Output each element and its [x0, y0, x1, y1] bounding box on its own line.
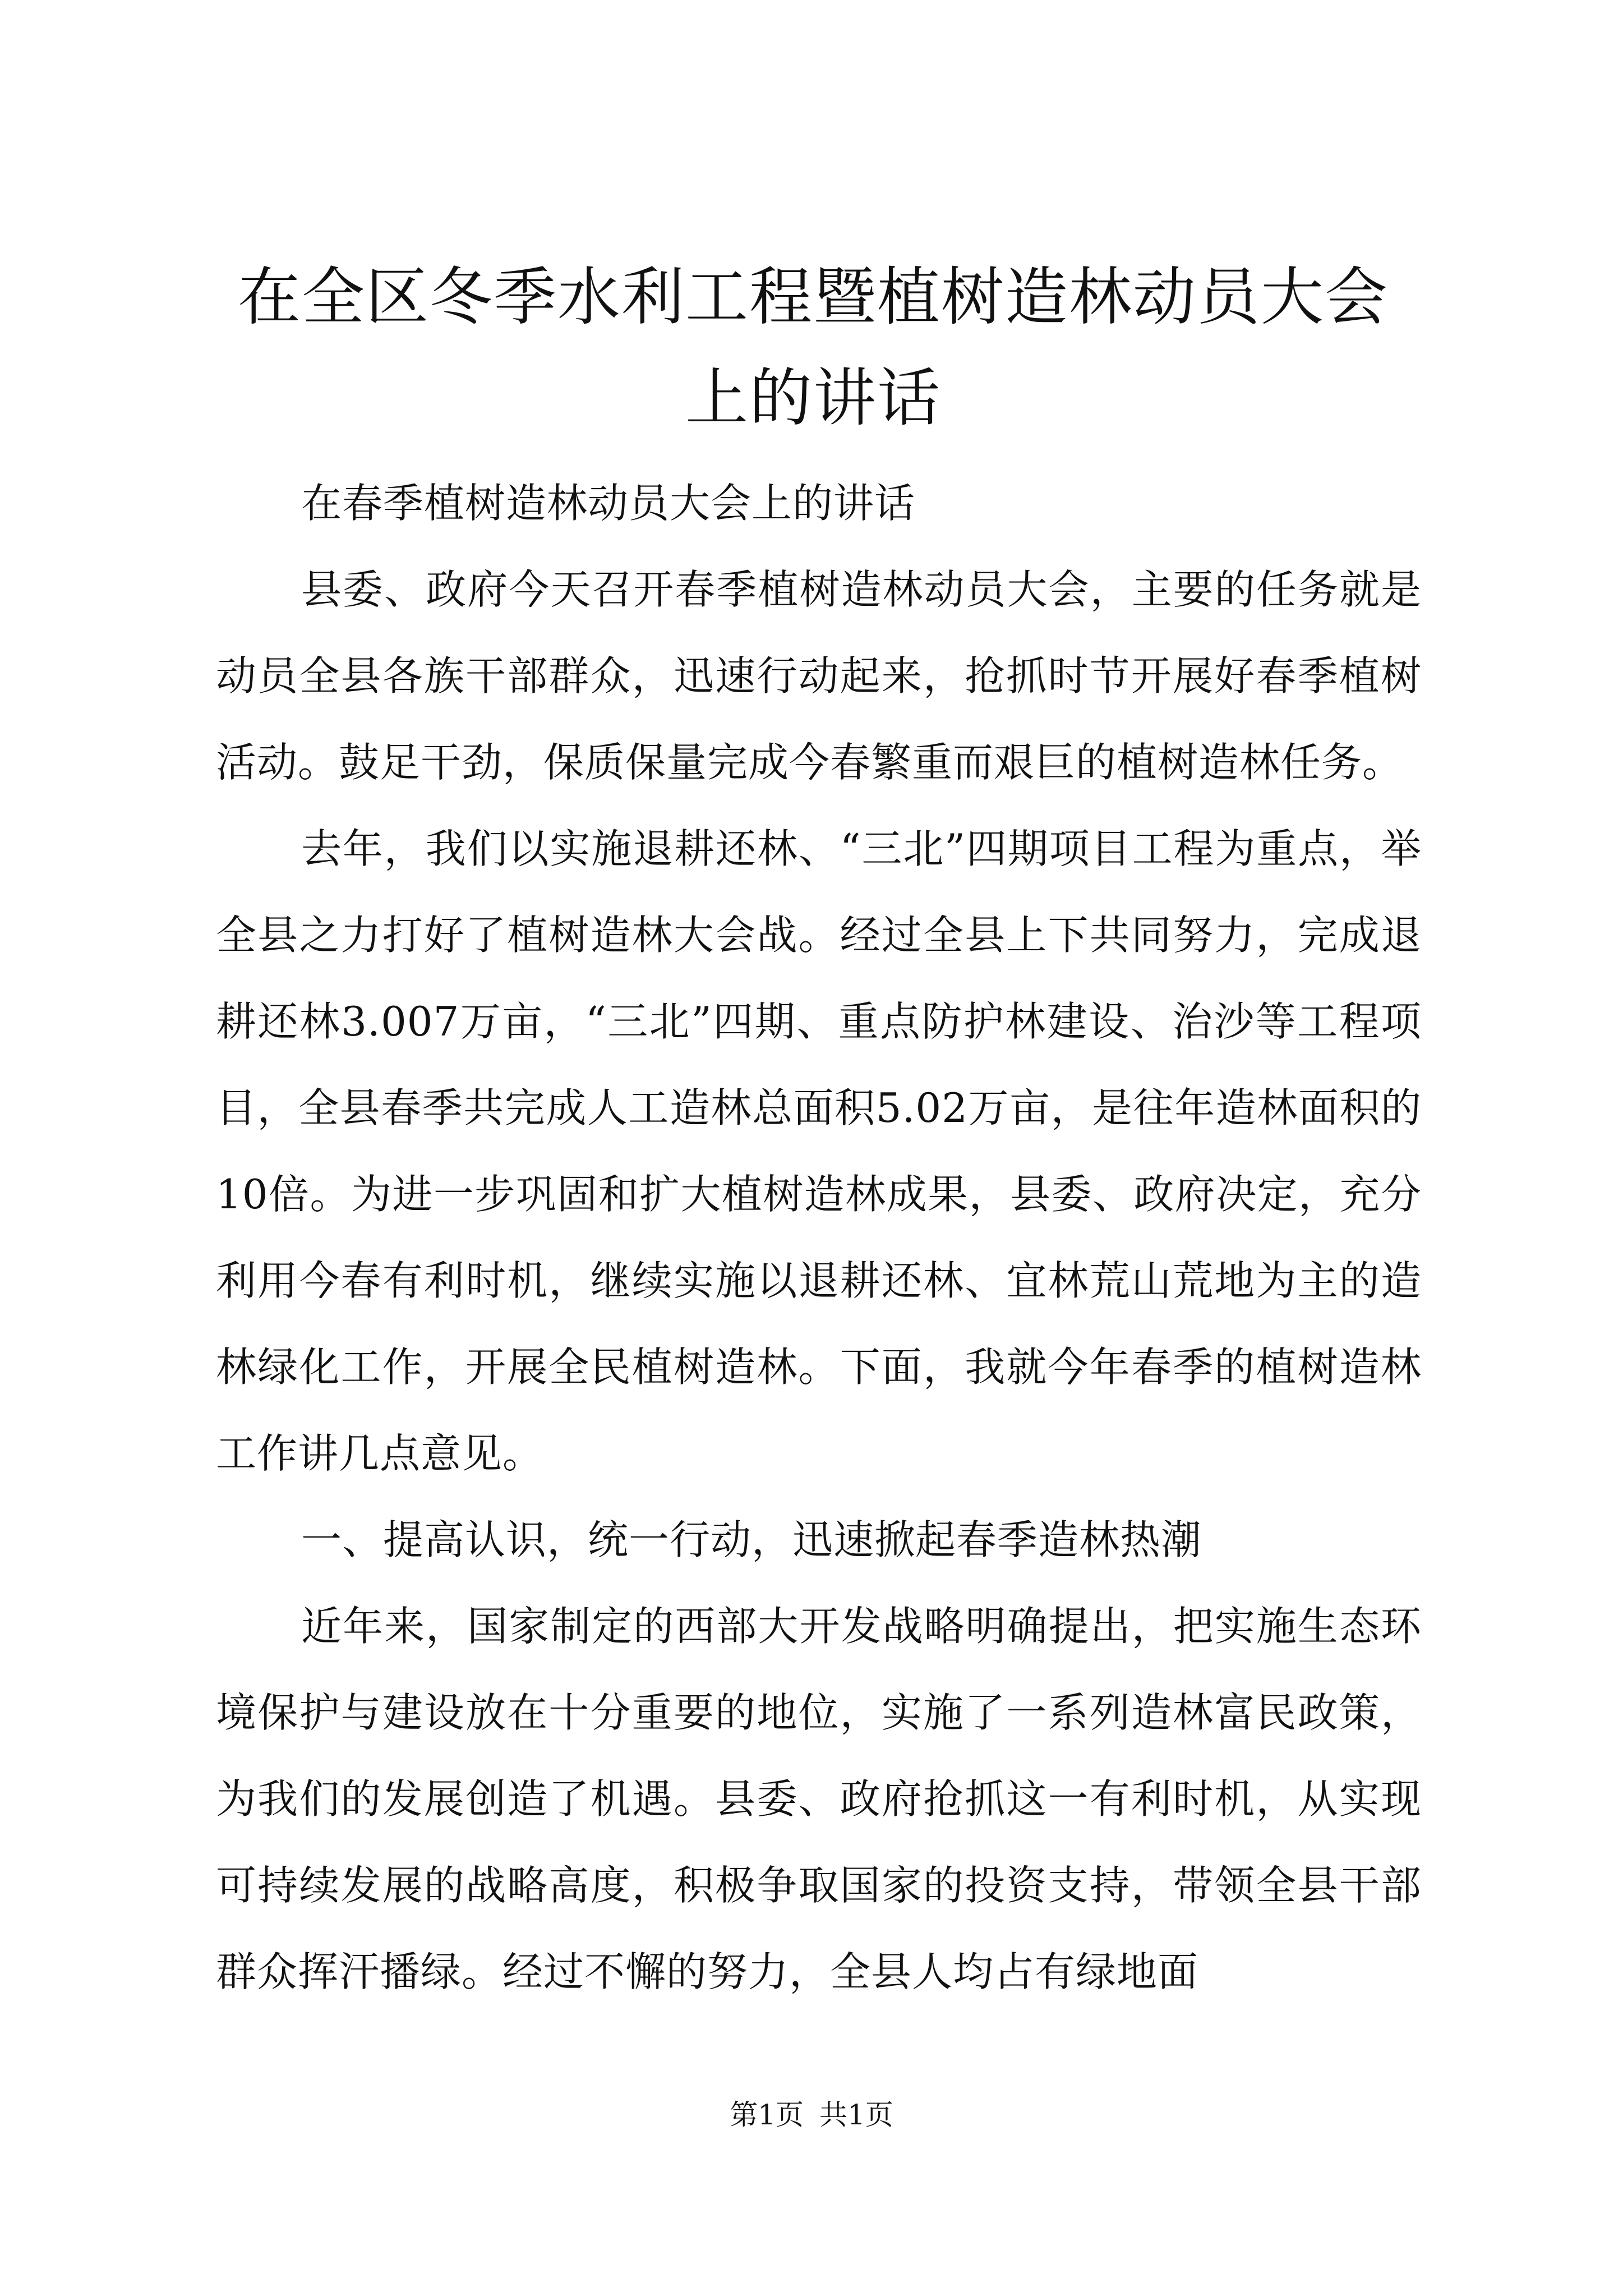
- page-footer: [0, 2095, 1623, 2134]
- paragraph: 县委、政府今天召开春季植树造林动员大会，主要的任务就是动员全县各族干部群众，迅速行动起来，抢抓时节开展好春季植树活动。鼓足干劲，保质保量完成今春繁重而艰巨的植树造林任务。: [216, 566, 1422, 786]
- paragraph: 近年来，国家制定的西部大开发战略明确提出，把实施生态环境保护与建设放在十分重要的地位，实施了一系列造林富民政策，为我们的发展创造了机遇。县委、政府抢抓这一有利时机，从实现可持续发展的战略高度，积极争取国家的投资支持，带领全县干部群众挥汗播绿。经过不懈的努力，全县人均占有绿地面: [216, 1603, 1422, 1995]
- paragraph-subtitle: 在春季植树造林动员大会上的讲话: [301, 480, 916, 527]
- page-number: 第1页: [730, 2099, 804, 2131]
- page-total: 共1页: [819, 2099, 893, 2131]
- section-heading: 一、提高认识，统一行动，迅速掀起春季造林热潮: [301, 1516, 1202, 1563]
- document-title: 在全区冬季水利工程暨植树造林动员大会上的讲话: [238, 261, 1389, 435]
- document-body: [216, 460, 1422, 2015]
- paragraph: 去年，我们以实施退耕还林、“三北”四期项目工程为重点，举全县之力打好了植树造林大会战。经过全县上下共同努力，完成退耕还林3.007万亩，“三北”四期、重点防护林建设、治沙等工程项目，全县春季共完成人工造林总面积5.02万亩，是往年造林面积的10倍。为进一步巩固和扩大植树造林成果，县委、政府决定，充分利用今春有利时机，继续实施以退耕还林、宜林荒山荒地为主的造林绿化工作，开展全民植树造林。下面，我就今年春季的植树造林工作讲几点意见。: [216, 825, 1422, 1477]
